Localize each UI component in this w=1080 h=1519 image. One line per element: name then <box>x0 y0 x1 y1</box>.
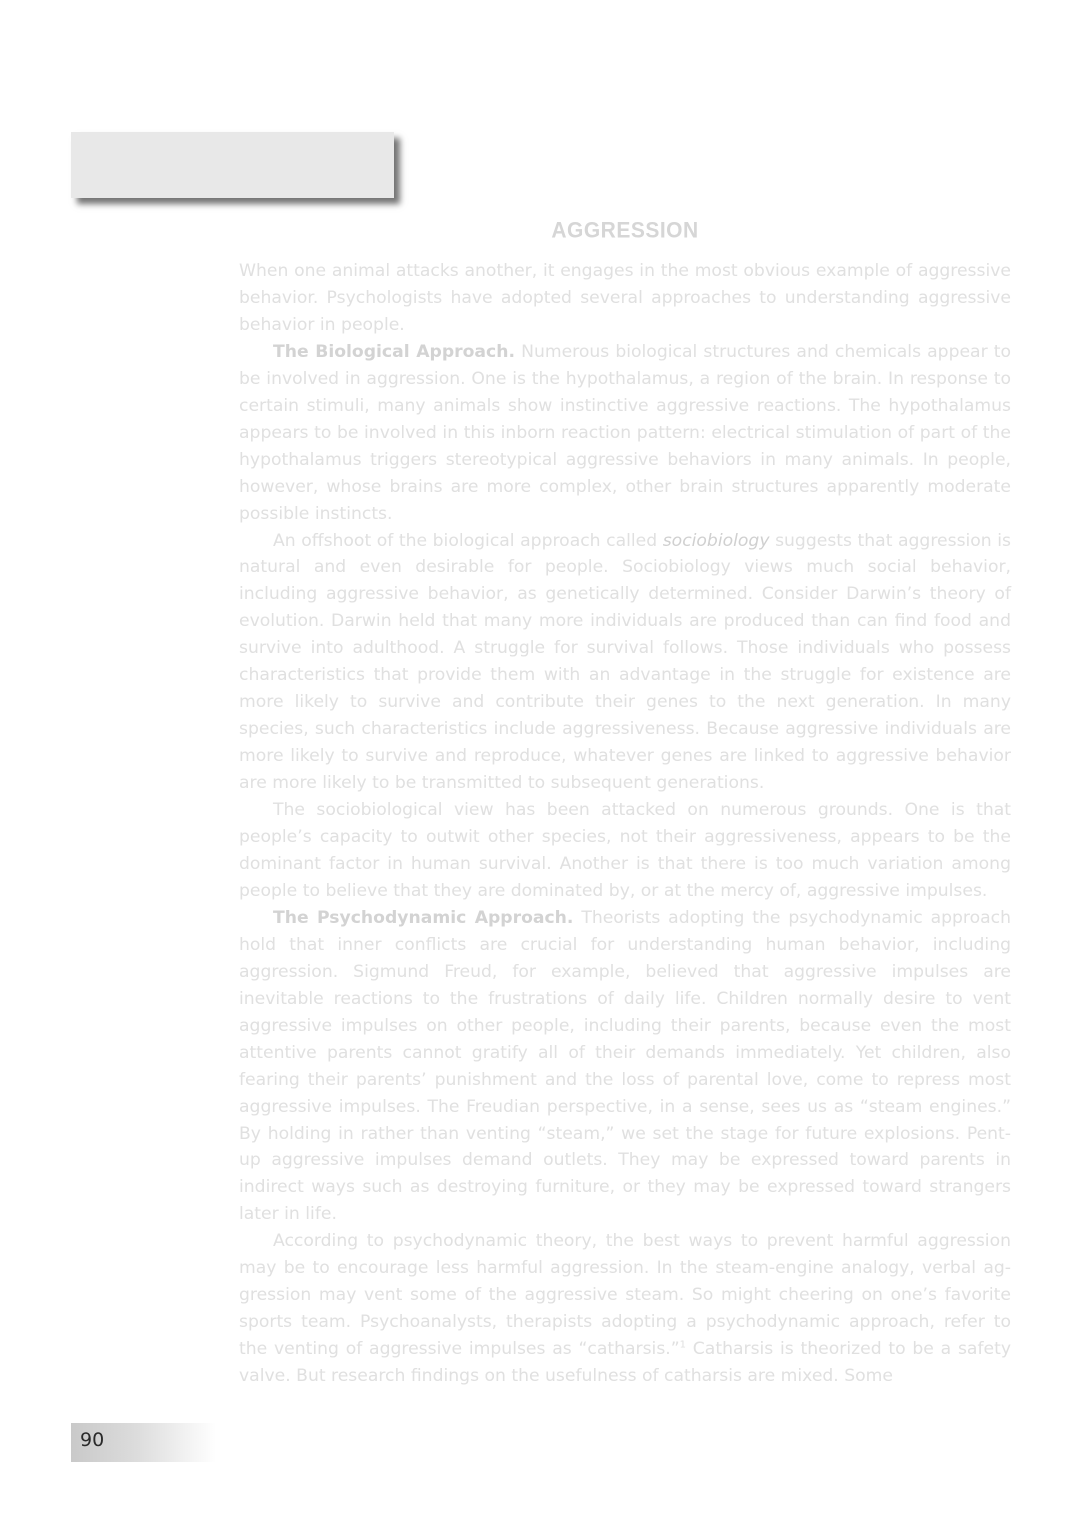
page-number: 90 <box>80 1429 105 1451</box>
body-text <box>239 258 1011 1390</box>
paragraph-text: Numerous biological structures and chemicals appear to be involved in aggression. One is the hypothalamus, a region of the brain. In response to certain stimuli, many animals show instinctive aggressive reactions. The hypothalamus appears to be involved in this inborn reaction pattern: electrical stimulation of part of the hypothalamus triggers stereotypical aggressive behaviors in many animals. In people, however, whose brains are more complex, other brain structures apparently moderate possible instincts. <box>239 341 1012 524</box>
paragraph <box>239 339 1011 528</box>
paragraph <box>239 905 1011 1228</box>
run-in-heading: The Biological Approach. <box>273 341 515 362</box>
run-in-heading: The Psychodynamic Approach. <box>273 907 574 928</box>
paragraph-text: When one animal attacks another, it engages in the most obvious example of aggressive behavior. Psychologists have adopted several approaches to understanding aggressive behavior in people. <box>239 261 1011 335</box>
paragraph <box>239 258 1011 339</box>
paragraph-text: Theorists adopting the psychodynamic approach hold that inner conflicts are crucial for understanding human behavior, including aggression. Sigmund Freud, for example, believed that aggressive impulses are inevitable reactions to the frustrations of daily life. Children normally desire to vent aggressive impulses on other people, including their parents, because even the most attentive parents cannot gratify all of their demands immediately. Yet children, also fearing their parents’ punishment and the loss of parental love, come to repress most aggressive impulses. The Freudian perspective, in a sense, sees us as “steam engines.” By holding in rather than venting “steam,” we set the stage for future explosions. Pent-up aggressive impulses demand outlets. They may be expressed toward parents in indirect ways such as destroying furniture, or they may be expressed toward strangers later in life. <box>239 907 1012 1225</box>
paragraph-text: The sociobiological view has been attacked on numerous grounds. One is that people’s capacity to outwit other species, not their aggressiveness, appears to be the dominant factor in human survival. Another is that there is too much variation among people to believe that they are dominated by, or at the mercy of, aggressive impulses. <box>239 800 1011 901</box>
paragraph-text: According to psychodynamic theory, the best ways to prevent harmful aggression may be to encourage less harmful aggression. In the steam-engine analogy, verbal aggression may vent some of the aggressive steam. So might cheering on one’s favorite sports team. Psychoanalysts, therapists adopting a psychodynamic approach, refer to the venting of aggressive impulses as “catharsis.” <box>239 1231 1011 1360</box>
paragraph-text: An offshoot of the biological approach called <box>273 530 663 551</box>
paragraph <box>239 528 1011 798</box>
chapter-header-box <box>71 132 394 198</box>
paragraph <box>239 797 1011 905</box>
page-number-tab <box>71 1423 216 1462</box>
italic-term: sociobiology <box>662 530 770 551</box>
paragraph-text: suggests that aggression is natural and even desirable for people. Sociobiology views much social behavior, including aggressive behavior, as genetically determined. Consider Darwin’s theory of evolution. Darwin held that many more individuals are produced than can find food and survive into adulthood. A struggle for survival follows. Those individuals who possess characteristics that provide them with an advantage in the struggle for existence are more likely to survive and contribute their genes to the next generation. In many species, such characteristics include aggressiveness. Because aggressive individuals are more likely to survive and reproduce, whatever genes are linked to aggressive behavior are more likely to be transmitted to subsequent generations. <box>239 530 1011 794</box>
section-title: AGGRESSION <box>551 218 699 243</box>
paragraph <box>239 1228 1011 1390</box>
footnote-marker: 1 <box>679 1339 687 1351</box>
paragraph-text: Catharsis is theorized to be a safety valve. But research findings on the usefulness of catharsis are mixed. Some <box>239 1339 1011 1387</box>
